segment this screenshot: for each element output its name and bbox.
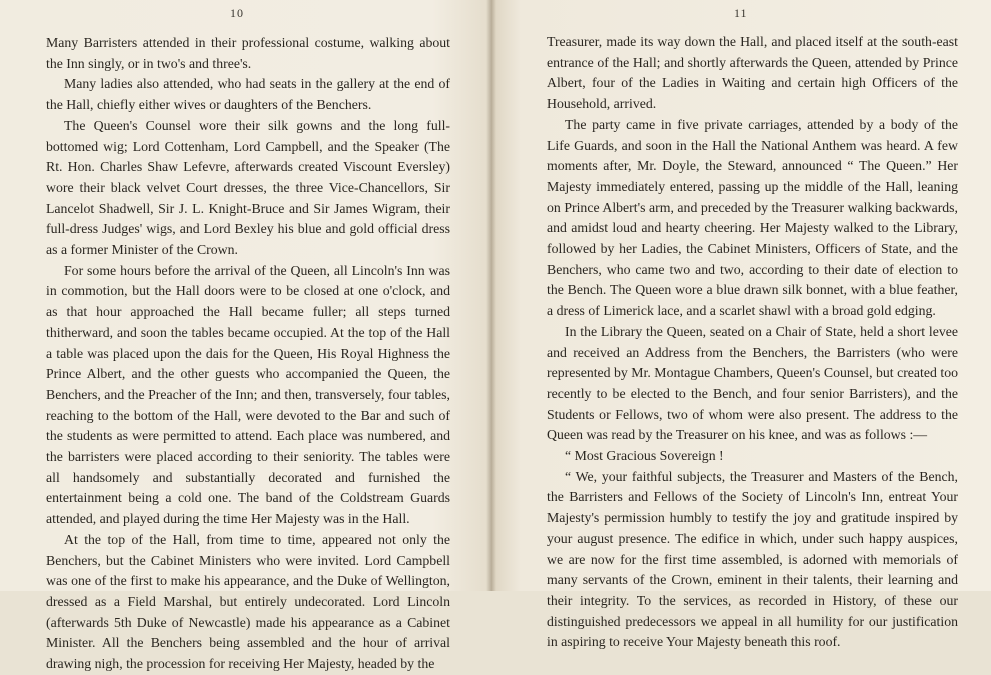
left-page-text [46, 33, 450, 675]
paragraph: Treasurer, made its way down the Hall, and placed itself at the south-east entrance of the Hall; and shortly afterwards the Queen, attended by Prince Albert, four of the Ladies in Waiting and certain high Officers of the Household, arrived. [547, 34, 958, 112]
right-page [491, 0, 991, 650]
right-page-text [547, 32, 958, 653]
page-number-left: 10 [230, 6, 244, 20]
paragraph: For some hours before the arrival of the Queen, all Lincoln's Inn was in commotion, but the Hall doors were to be closed at one o'clock, and as that hour approached the Hall became fuller; all steps turned thitherward, and soon the tables became occupied. At the top of the Hall a table was placed upon the dais for the Queen, His Royal Highness the Prince Albert, and the other guests who accompanied the Queen, the Benchers, and the Preacher of the Inn; and then, transversely, four tables, reaching to the bottom of the Hall, were devoted to the Bar and such of the students as were permitted to attend. Each place was numbered, and the barristers were placed according to their seniority. The tables were all handsomely and substantially decorated and furnished the entertainment being a cold one. The band of the Coldstream Guards attended, and played during the time Her Majesty was in the Hall. [46, 262, 450, 527]
book-gutter [486, 0, 496, 591]
paragraph: The party came in five private carriages, attended by a body of the Life Guards, and soon in the Hall the National Anthem was heard. A few moments after, Mr. Doyle, the Steward, announced “ The Queen.” Her Majesty immediately entered, passing up the middle of the Hall, leaning on Prince Albert's arm, and preceded by the Treasurer walking backwards, and amidst loud and hearty cheering. Her Majesty walked to the Library, followed by her Ladies, the Cabinet Ministers, Officers of State, and the Benchers, who came two and two, according to their date of election to the Bench. The Queen wore a blue drawn silk bonnet, with a blue feather, a dress of Limerick lace, and a scarlet shawl with a broad gold edging. [547, 116, 958, 319]
page-number-right: 11 [734, 6, 748, 20]
paragraph: Many Barristers attended in their professional costume, walking about the Inn singly, or in two's and three's. [46, 35, 450, 71]
paragraph: Many ladies also attended, who had seats in the gallery at the end of the Hall, chiefly either wives or daughters of the Benchers. [46, 76, 450, 113]
paragraph: The Queen's Counsel wore their silk gowns and the long full-bottomed wig; Lord Cottenham, Lord Campbell, and the Speaker (The Rt. Hon. Charles Shaw Lefevre, afterwards created Viscount Eversley) wore their black velvet Court dresses, the three Vice-Chancellors, Sir Lancelot Shadwell, Sir J. L. Knight-Bruce and Sir James Wigram, their full-dress Judges' wigs, and Lord Bexley his blue and gold official dress as a former Minister of the Crown. [46, 117, 450, 258]
paragraph: In the Library the Queen, seated on a Chair of State, held a short levee and received an Address from the Benchers, the Barristers (who were represented by Mr. Montague Chambers, Queen's Counsel, but created too recently to be elected to the Bench, and four senior Barristers), and the Students or Fellows, two of whom were also present. The address to the Queen was read by the Treasurer on his knee, and was as follows :— [547, 323, 958, 443]
left-page [0, 0, 491, 672]
paragraph: “ Most Gracious Sovereign ! [565, 448, 724, 464]
paragraph: “ We, your faithful subjects, the Treasurer and Masters of the Bench, the Barristers and Fellows of the Society of Lincoln's Inn, entreat Your Majesty's permission humbly to testify the joy and gratitude inspired by your august presence. The edifice in which, under such happy auspices, we are now for the first time assembled, is adorned with memorials of many servants of the Crown, eminent in their talents, their learning and their integrity. To the services, as recorded in History, of these our distinguished predecessors we appeal in all humility for our justification in aspiring to receive Your Majesty beneath this roof. [547, 468, 958, 650]
paragraph: At the top of the Hall, from time to time, appeared not only the Benchers, but the Cabinet Ministers who were invited. Lord Campbell was one of the first to make his appearance, and the Duke of Wellington, dressed as a Field Marshal, but entirely undecorated. Lord Lincoln (afterwards 5th Duke of Newcastle) made his appearance as a Cabinet Minister. All the Benchers being assembled and the hour of arrival drawing nigh, the procession for receiving Her Majesty, headed by the [46, 531, 450, 672]
